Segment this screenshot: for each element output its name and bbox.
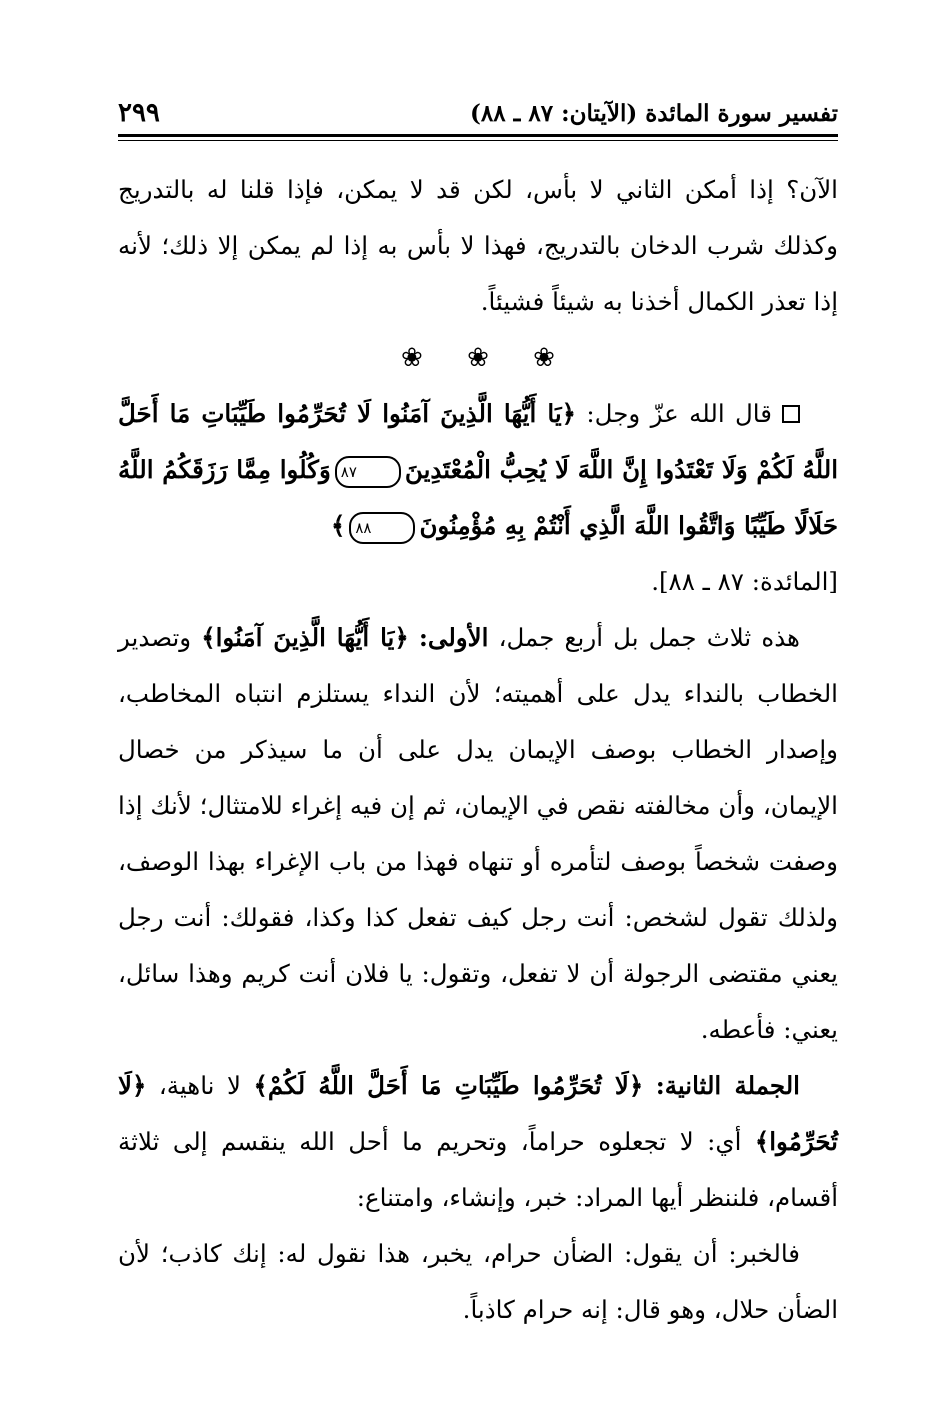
header-rule-thick bbox=[118, 134, 838, 137]
paragraph-3 bbox=[118, 610, 838, 1058]
header-rule-thin bbox=[118, 140, 838, 141]
page-body bbox=[118, 162, 838, 1338]
paragraph-1: الآن؟ إذا أمكن الثاني لا بأس، لكن قد لا يمكن، فإذا قلنا له بالتدريج وكذلك شرب الدخان بالتدريج، فهذا لا بأس به إذا لم يمكن إلا ذلك؛ لأنه إذا تعذر الكمال أخذنا به شيئاً فشيئاً. bbox=[118, 175, 838, 316]
paragraph-5: فالخبر: أن يقول: الضأن حرام، يخبر، هذا نقول له: إنك كاذب؛ لأن الضأن حلال، وهو قال: إنه حرام كاذباً. bbox=[118, 1239, 838, 1324]
paragraph-4 bbox=[118, 1058, 838, 1226]
verse-reference: [المائدة: ٨٧ ـ ٨٨]. bbox=[651, 567, 838, 596]
paragraph-verse bbox=[118, 386, 838, 610]
verse-intro: قال الله عزّ وجل: bbox=[586, 399, 772, 428]
square-icon bbox=[782, 405, 800, 423]
book-page bbox=[118, 92, 838, 1332]
p4-heading: الجملة الثانية: bbox=[655, 1071, 800, 1100]
p4-quran-2: ﴿لَا تُحَرِّمُوا﴾ bbox=[118, 1071, 838, 1156]
p4-text: أي: لا تجعلوه حراماً، وتحريم ما أحل الله ينقسم إلى ثلاثة أقسام، فلننظر أيها المراد: خبر، وإنشاء، وامتناع: bbox=[118, 1127, 838, 1212]
p4-quran: ﴿لَا تُحَرِّمُوا طَيِّبَاتِ مَا أَحَلَّ اللَّهُ لَكُمْ﴾ bbox=[253, 1071, 644, 1100]
p4-lead: لا ناهية، bbox=[158, 1071, 241, 1100]
p3-heading: الأولى: bbox=[418, 623, 489, 652]
section-separator: ❀ ❀ ❀ bbox=[401, 343, 573, 373]
p3-text: وتصدير الخطاب بالنداء يدل على أهميته؛ لأن النداء يستلزم انتباه المخاطب، وإصدار الخطاب بوصف الإيمان يدل على أن ما سيذكر من خصال الإيمان، وأن مخالفته نقص في الإيمان، ثم إن فيه إغراء للامتثال؛ لأنك إذا وصفت شخصاً بوصف لتأمره أو تنهاه فهذا من باب الإغراء بهذا الوصف، ولذلك تقول لشخص: أنت رجل كيف تفعل كذا وكذا، فقولك: أنت رجل يعني مقتضى الرجولة أن لا تفعل، وتقول: يا فلان أنت كريم وهذا سائل، يعني: فأعطه. bbox=[118, 623, 838, 1044]
page-header bbox=[118, 92, 838, 138]
p3-lead: هذه ثلاث جمل بل أربع جمل، bbox=[498, 623, 800, 652]
verse-number-88: ٨٨ bbox=[349, 512, 415, 544]
quran-verse-87: ﴿يَا أَيُّهَا الَّذِينَ آمَنُوا لَا تُحَرِّمُوا طَيِّبَاتِ مَا أَحَلَّ اللَّهُ لَكُمْ وَلَا تَعْتَدُوا إِنَّ اللَّهَ لَا يُحِبُّ الْمُعْتَدِينَ bbox=[118, 399, 838, 484]
quran-verse-88: وَكُلُوا مِمَّا رَزَقَكُمُ اللَّهُ حَلَالًا طَيِّبًا وَاتَّقُوا اللَّهَ الَّذِي أَنْتُمْ بِهِ مُؤْمِنُونَ bbox=[118, 455, 838, 540]
verse-number-87: ٨٧ bbox=[335, 456, 401, 488]
p3-quran: ﴿يَا أَيُّهَا الَّذِينَ آمَنُوا﴾ bbox=[201, 623, 409, 652]
quran-close-bracket: ﴾ bbox=[330, 511, 346, 540]
page-number: ٢٩٩ bbox=[118, 98, 160, 128]
running-title: تفسير سورة المائدة (الآيتان: ٨٧ ـ ٨٨) bbox=[470, 100, 838, 127]
